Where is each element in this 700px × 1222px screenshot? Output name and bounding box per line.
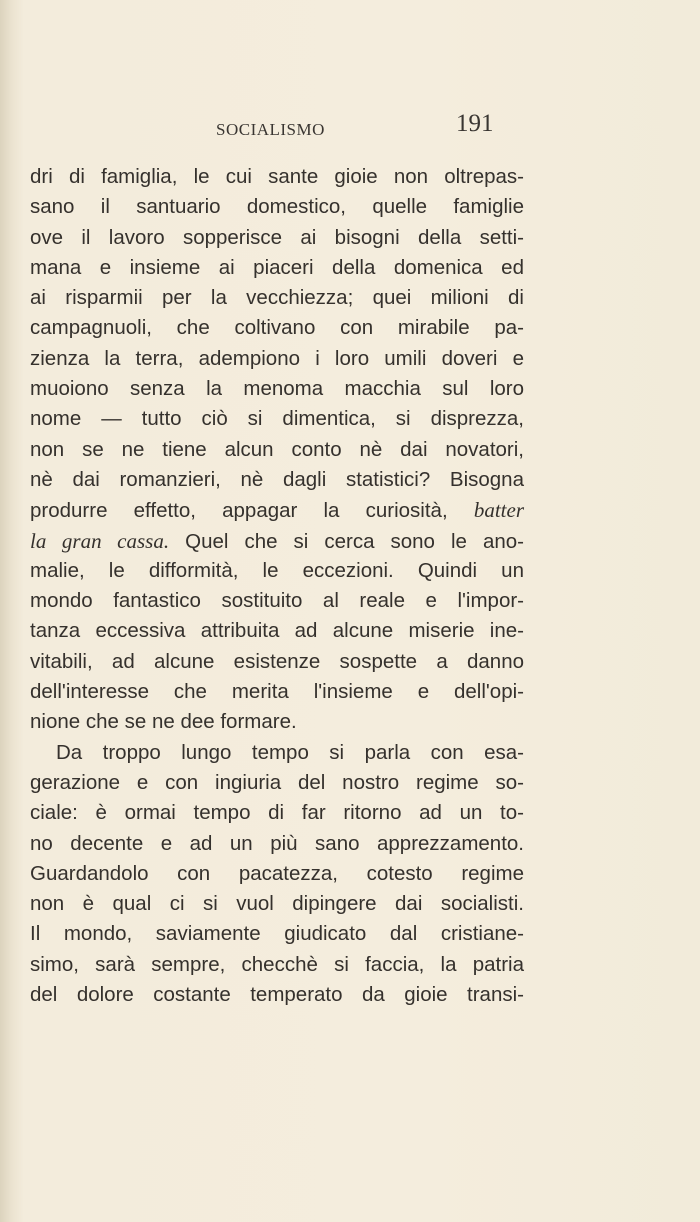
text-line: dell'interesse che merita l'insieme e dell'opi- bbox=[30, 680, 524, 704]
text-line: ciale: è ormai tempo di far ritorno ad un to- bbox=[30, 801, 524, 825]
text-line: sano il santuario domestico, quelle famiglie bbox=[30, 195, 524, 219]
text-line: no decente e ad un più sano apprezzamento. bbox=[30, 831, 524, 855]
text-line: Guardandolo con pacatezza, cotesto regime bbox=[30, 861, 524, 885]
text-line: muoiono senza la menoma macchia sul loro bbox=[30, 377, 524, 401]
text-line: malie, le difformità, le eccezioni. Quindi un bbox=[30, 558, 524, 582]
text-line bbox=[30, 526, 524, 556]
text-line: nome — tutto ciò si dimentica, si disprezza, bbox=[30, 407, 524, 431]
text-line: non se ne tiene alcun conto nè dai novatori, bbox=[30, 437, 524, 461]
text-line: ove il lavoro sopperisce ai bisogni della setti- bbox=[30, 225, 524, 249]
body-text bbox=[30, 162, 524, 1010]
text-line: non è qual ci si vuol dipingere dai socialisti. bbox=[30, 892, 524, 916]
text-line: zienza la terra, adempiono i loro umili doveri e bbox=[30, 346, 524, 370]
text-line: dri di famiglia, le cui sante gioie non oltrepas- bbox=[30, 165, 524, 188]
page-header bbox=[0, 106, 700, 146]
text-line: Il mondo, saviamente giudicato dal cristiane- bbox=[30, 922, 524, 946]
text-line: tanza eccessiva attribuita ad alcune miserie ine- bbox=[30, 619, 524, 643]
text-line: Da troppo lungo tempo si parla con esa- bbox=[56, 740, 524, 764]
text-line: nè dai romanzieri, nè dagli statistici? Bisogna bbox=[30, 467, 524, 491]
text-line: vitabili, ad alcune esistenze sospette a danno bbox=[30, 649, 524, 673]
page-number: 191 bbox=[456, 110, 494, 137]
running-head: SOCIALISMO bbox=[216, 120, 325, 139]
italic-phrase: batter bbox=[473, 498, 524, 523]
text-line: nione che se ne dee formare. bbox=[30, 710, 297, 734]
text-segment: produrre effetto, appagar la curiosità, bbox=[30, 499, 448, 523]
text-line: ai risparmii per la vecchiezza; quei milioni di bbox=[30, 286, 524, 310]
text-line: mana e insieme ai piaceri della domenica ed bbox=[30, 255, 524, 279]
paragraph-1 bbox=[30, 162, 524, 738]
text-line: mondo fantastico sostituito al reale e l'impor- bbox=[30, 589, 524, 613]
text-line: simo, sarà sempre, checchè si faccia, la patria bbox=[30, 952, 524, 976]
paragraph-2 bbox=[30, 738, 524, 1011]
text-line: gerazione e con ingiuria del nostro regime so- bbox=[30, 770, 524, 794]
text-line: campagnuoli, che coltivano con mirabile pa- bbox=[30, 316, 524, 340]
italic-phrase: la gran cassa. bbox=[30, 528, 170, 553]
text-line: del dolore costante temperato da gioie transi- bbox=[30, 983, 524, 1007]
text-segment: Quel che si cerca sono le ano- bbox=[185, 529, 524, 553]
text-line bbox=[30, 495, 524, 525]
